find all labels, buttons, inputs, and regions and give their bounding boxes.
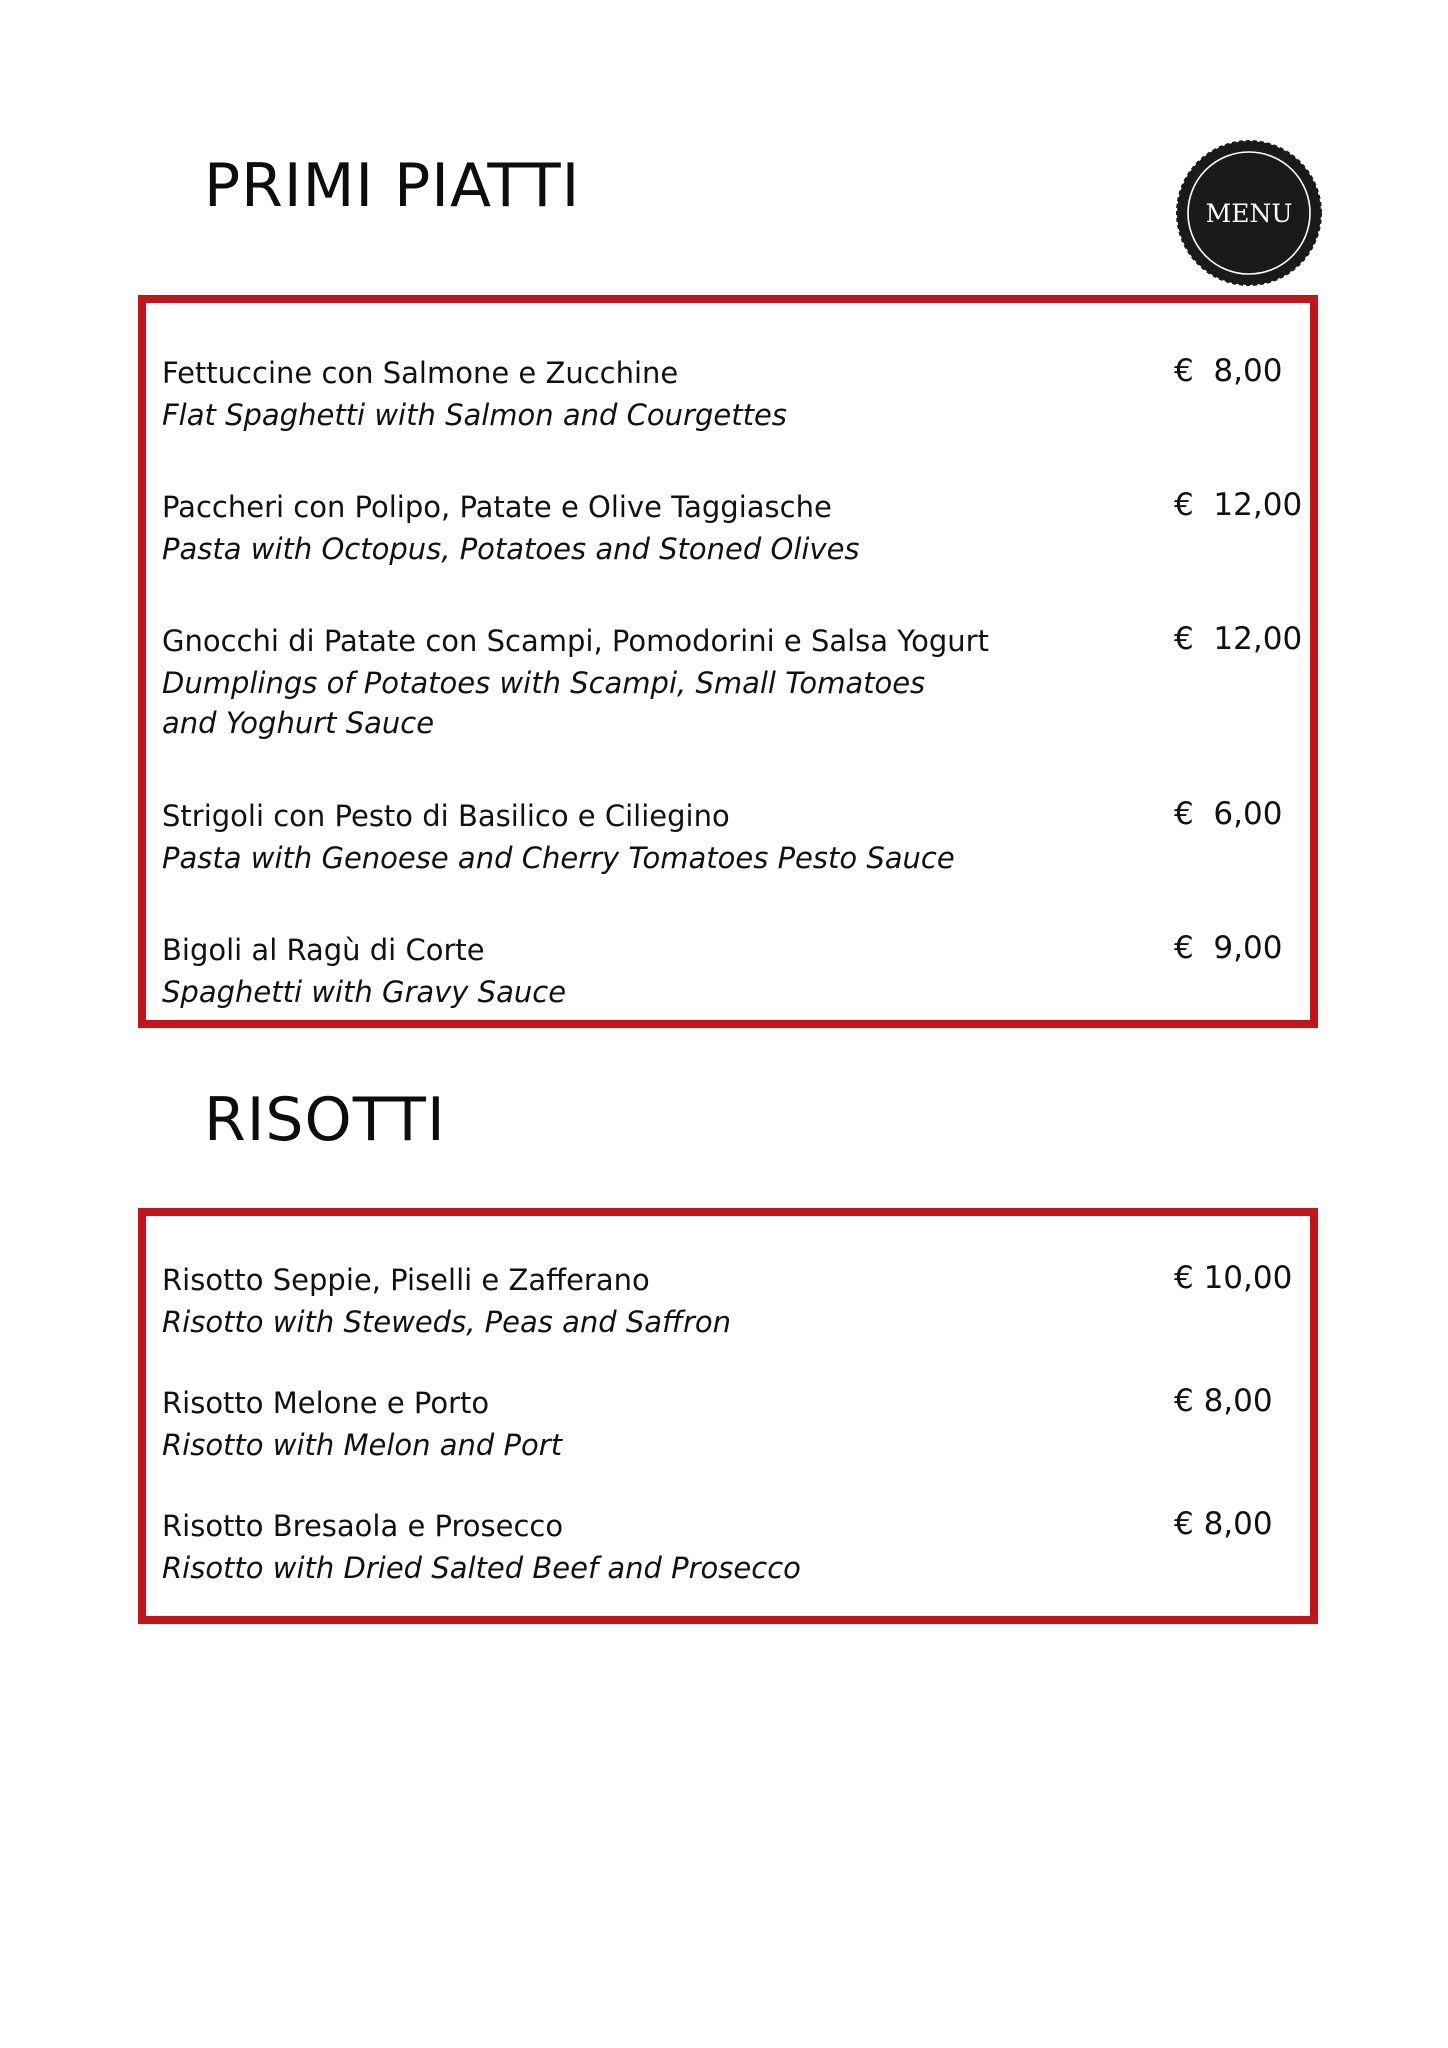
item-description: Risotto with Dried Salted Beef and Prosecco [162, 1551, 801, 1585]
menu-badge-icon [1175, 139, 1323, 287]
item-price: € 6,00 [1174, 796, 1283, 832]
item-description: Pasta with Octopus, Potatoes and Stoned Olives [162, 532, 860, 566]
item-description: Dumplings of Potatoes with Scampi, Small Tomatoes and Yoghurt Sauce [162, 666, 926, 740]
item-price: € 12,00 [1174, 487, 1303, 523]
item-name: Paccheri con Polipo, Patate e Olive Taggiasche [162, 490, 832, 524]
item-name: Gnocchi di Patate con Scampi, Pomodorini e Salsa Yogurt [162, 624, 989, 658]
section-title-risotti: RISOTTI [204, 1085, 446, 1155]
menu-badge [1175, 139, 1323, 287]
item-price: € 10,00 [1174, 1260, 1293, 1296]
risotti-box [138, 1208, 1318, 1624]
item-price: € 8,00 [1174, 1506, 1273, 1542]
item-name: Risotto Melone e Porto [162, 1386, 490, 1420]
primi-piatti-box [138, 295, 1318, 1028]
item-price: € 8,00 [1174, 353, 1283, 389]
item-name: Fettuccine con Salmone e Zucchine [162, 356, 679, 390]
item-description: Risotto with Steweds, Peas and Saffron [162, 1305, 731, 1339]
item-description: Spaghetti with Gravy Sauce [162, 975, 567, 1009]
item-name: Strigoli con Pesto di Basilico e Ciliegino [162, 799, 730, 833]
item-price: € 12,00 [1174, 621, 1303, 657]
item-description: Flat Spaghetti with Salmon and Courgettes [162, 398, 787, 432]
item-description: Risotto with Melon and Port [162, 1428, 563, 1462]
menu-badge-label: MENU [1205, 199, 1293, 228]
item-name: Risotto Bresaola e Prosecco [162, 1509, 564, 1543]
item-price: € 8,00 [1174, 1383, 1273, 1419]
section-title-primi-piatti: PRIMI PIATTI [204, 151, 581, 221]
item-price: € 9,00 [1174, 930, 1283, 966]
item-name: Bigoli al Ragù di Corte [162, 933, 485, 967]
item-name: Risotto Seppie, Piselli e Zafferano [162, 1263, 650, 1297]
item-description: Pasta with Genoese and Cherry Tomatoes Pesto Sauce [162, 841, 955, 875]
